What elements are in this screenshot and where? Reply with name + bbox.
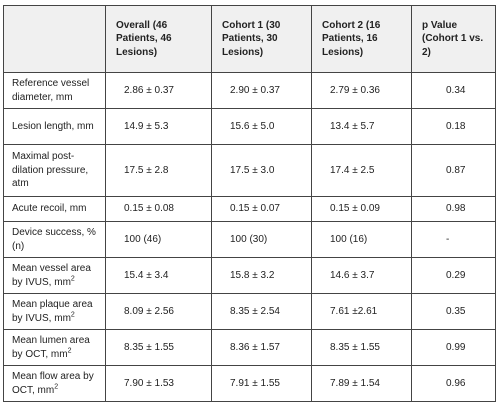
table-header bbox=[4, 6, 496, 73]
row-label bbox=[4, 258, 106, 294]
table-row bbox=[4, 197, 496, 222]
header-overall: Overall (46 Patients, 46 Lesions) bbox=[106, 6, 212, 73]
row-label bbox=[4, 109, 106, 145]
row-label-text: Device success, % (n) bbox=[12, 227, 96, 252]
table-row bbox=[4, 258, 496, 294]
cell-overall: 0.15 ± 0.08 bbox=[106, 197, 212, 222]
cell-overall: 17.5 ± 2.8 bbox=[106, 145, 212, 197]
cell-cohort-1: 8.36 ± 1.57 bbox=[212, 330, 312, 366]
row-label-text: Lesion length, mm bbox=[12, 120, 94, 132]
cell-cohort-1: 0.15 ± 0.07 bbox=[212, 197, 312, 222]
table-row bbox=[4, 145, 496, 197]
row-label-text: Acute recoil, mm bbox=[12, 203, 87, 215]
cell-cohort-1: 15.6 ± 5.0 bbox=[212, 109, 312, 145]
cell-cohort-1: 15.8 ± 3.2 bbox=[212, 258, 312, 294]
cell-cohort-1: 7.91 ± 1.55 bbox=[212, 366, 312, 402]
cell-cohort-1: 100 (30) bbox=[212, 222, 312, 258]
cell-p-value: 0.98 bbox=[412, 197, 496, 222]
cell-cohort-2: 100 (16) bbox=[312, 222, 412, 258]
cell-cohort-2: 14.6 ± 3.7 bbox=[312, 258, 412, 294]
table-row bbox=[4, 330, 496, 366]
cell-cohort-2: 8.35 ± 1.55 bbox=[312, 330, 412, 366]
table-row bbox=[4, 366, 496, 402]
cell-overall: 2.86 ± 0.37 bbox=[106, 73, 212, 109]
results-table bbox=[3, 5, 496, 402]
unit-superscript: 2 bbox=[70, 275, 75, 283]
header-cohort-1: Cohort 1 (30 Patients, 30 Lesions) bbox=[212, 6, 312, 73]
cell-overall: 8.35 ± 1.55 bbox=[106, 330, 212, 366]
cell-cohort-2: 7.89 ± 1.54 bbox=[312, 366, 412, 402]
table-row bbox=[4, 109, 496, 145]
table-row bbox=[4, 294, 496, 330]
unit-superscript: 2 bbox=[67, 347, 72, 355]
cell-overall: 14.9 ± 5.3 bbox=[106, 109, 212, 145]
row-label bbox=[4, 366, 106, 402]
row-label-text: Maximal post-dilation pressure, atm bbox=[12, 151, 89, 190]
table-body bbox=[4, 73, 496, 402]
header-p-value: p Value (Cohort 1 vs. 2) bbox=[412, 6, 496, 73]
row-label bbox=[4, 197, 106, 222]
cell-p-value: 0.35 bbox=[412, 294, 496, 330]
unit-superscript: 2 bbox=[70, 311, 75, 319]
row-label-text: Reference vessel diameter, mm bbox=[12, 78, 90, 103]
cell-p-value: - bbox=[412, 222, 496, 258]
cell-overall: 15.4 ± 3.4 bbox=[106, 258, 212, 294]
cell-p-value: 0.34 bbox=[412, 73, 496, 109]
row-label bbox=[4, 145, 106, 197]
cell-p-value: 0.99 bbox=[412, 330, 496, 366]
cell-p-value: 0.18 bbox=[412, 109, 496, 145]
row-label bbox=[4, 73, 106, 109]
cell-cohort-2: 0.15 ± 0.09 bbox=[312, 197, 412, 222]
cell-cohort-1: 2.90 ± 0.37 bbox=[212, 73, 312, 109]
cell-overall: 7.90 ± 1.53 bbox=[106, 366, 212, 402]
cell-overall: 100 (46) bbox=[106, 222, 212, 258]
cell-p-value: 0.87 bbox=[412, 145, 496, 197]
header-cohort-2: Cohort 2 (16 Patients, 16 Lesions) bbox=[312, 6, 412, 73]
cell-overall: 8.09 ± 2.56 bbox=[106, 294, 212, 330]
row-label-text: Mean vessel area by IVUS, mm bbox=[12, 263, 91, 288]
table-row bbox=[4, 222, 496, 258]
cell-cohort-2: 17.4 ± 2.5 bbox=[312, 145, 412, 197]
cell-cohort-2: 7.61 ±2.61 bbox=[312, 294, 412, 330]
cell-cohort-1: 17.5 ± 3.0 bbox=[212, 145, 312, 197]
header-row bbox=[4, 6, 496, 73]
cell-p-value: 0.29 bbox=[412, 258, 496, 294]
unit-superscript: 2 bbox=[54, 383, 59, 391]
header-corner-cell bbox=[4, 6, 106, 73]
row-label-text: Mean plaque area by IVUS, mm bbox=[12, 299, 93, 324]
cell-cohort-1: 8.35 ± 2.54 bbox=[212, 294, 312, 330]
table-row bbox=[4, 73, 496, 109]
row-label bbox=[4, 294, 106, 330]
row-label-text: Mean flow area by OCT, mm bbox=[12, 371, 94, 396]
row-label-text: Mean lumen area by OCT, mm bbox=[12, 335, 90, 360]
row-label bbox=[4, 330, 106, 366]
cell-p-value: 0.96 bbox=[412, 366, 496, 402]
cell-cohort-2: 2.79 ± 0.36 bbox=[312, 73, 412, 109]
row-label bbox=[4, 222, 106, 258]
cell-cohort-2: 13.4 ± 5.7 bbox=[312, 109, 412, 145]
